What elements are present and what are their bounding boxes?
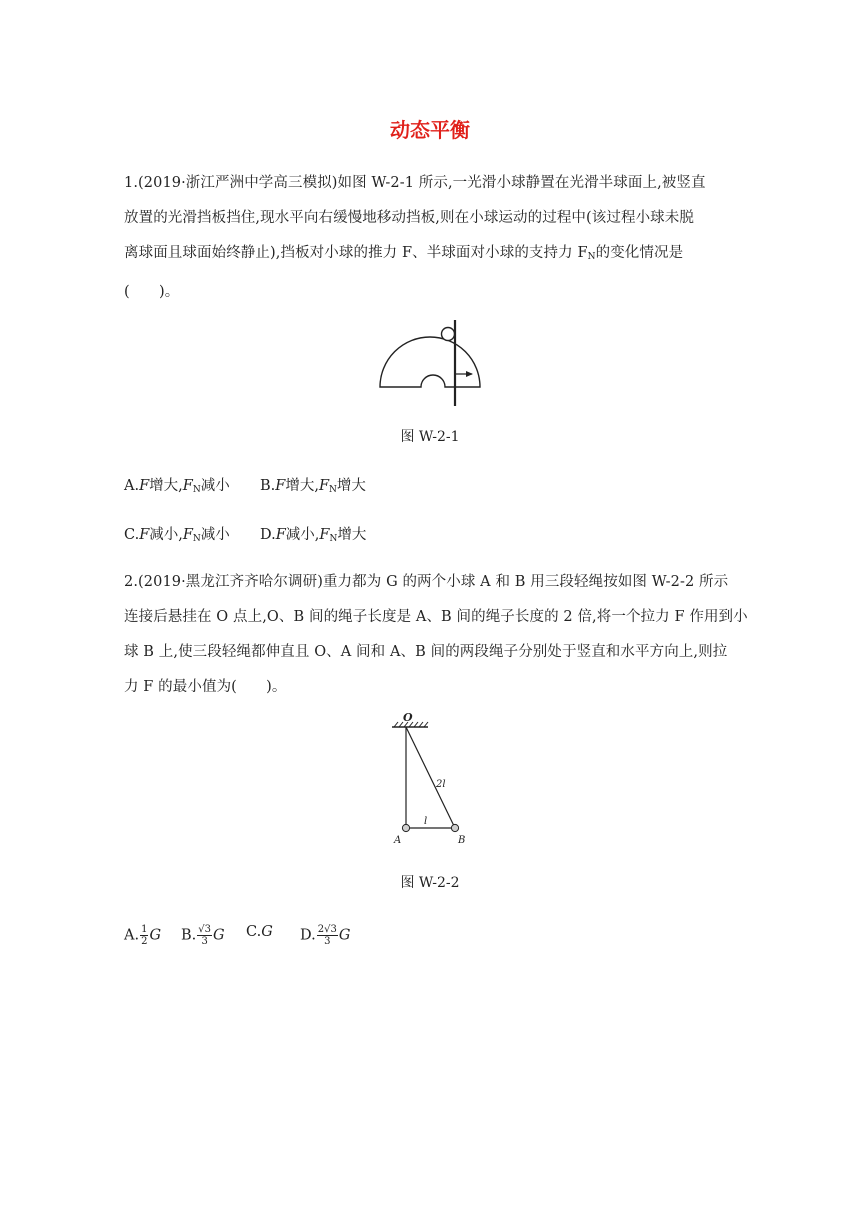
arrow-head <box>466 371 473 377</box>
q2-line-1: 2.(2019·黑龙江齐齐哈尔调研)重力都为 G 的两个小球 A 和 B 用三段轻绳按如图 W-2-2 所示 <box>124 574 729 590</box>
q2-line-3: 球 B 上,使三段轻绳都伸直且 O、A 间和 A、B 间的两段绳子分别处于竖直和水平方向上,则拉 <box>124 644 728 660</box>
q1-option-b: B.F增大$,F_N$增大 <box>260 478 366 495</box>
ball-a <box>402 824 409 831</box>
q2-option-c: C.G <box>246 924 273 940</box>
label-a: A <box>394 835 402 846</box>
q1-line-4: ( )。 <box>124 284 180 300</box>
q1-line-1: 1.(2019·浙江严洲中学高三模拟)如图 W-2-1 所示,一光滑小球静置在光滑半球面上,被竖直 <box>124 175 706 191</box>
question-2-text <box>124 565 748 705</box>
q1-line-3: 离球面且球面始终静止),挡板对小球的推力 F、半球面对小球的支持力 $F_N$的变化情况是 <box>124 245 684 262</box>
label-l: l <box>424 816 428 827</box>
q2-line-4: 力 F 的最小值为( )。 <box>124 679 287 695</box>
q1-option-d: D.F减小$,F_N$增大 <box>260 527 367 544</box>
figure-2-caption: 图 W-2-2 <box>400 875 460 891</box>
small-ball <box>442 328 455 341</box>
rope-ob <box>406 727 455 828</box>
q2-option-a: A. $\frac{1}{2}$ G <box>124 924 162 947</box>
page-title: 动态平衡 <box>390 118 470 142</box>
q2-option-b: B. $\frac{√3}{3}$ G <box>181 924 225 947</box>
q1-option-c: C.F减小$,F_N$减小 <box>124 527 230 544</box>
hemisphere-shape <box>380 337 480 387</box>
figure-w-2-1 <box>370 318 490 410</box>
label-o: O <box>403 712 413 724</box>
figure-1-caption: 图 W-2-1 <box>400 429 460 445</box>
label-2l: 2l <box>436 779 446 790</box>
q2-line-2: 连接后悬挂在 O 点上,O、B 间的绳子长度是 A、B 间的绳子长度的 2 倍,将一个拉力 F 作用到小 <box>124 609 748 625</box>
q1-option-a: A.F增大$,F_N$减小 <box>124 478 230 495</box>
ball-b <box>451 824 458 831</box>
label-b: B <box>458 835 466 846</box>
figure-w-2-2 <box>388 712 478 848</box>
q1-line-2: 放置的光滑挡板挡住,现水平向右缓慢地移动挡板,则在小球运动的过程中(该过程小球未脱 <box>124 210 694 226</box>
q2-option-d: D. $\frac{2√3}{3}$ G <box>300 924 351 947</box>
question-1-text <box>124 166 744 310</box>
